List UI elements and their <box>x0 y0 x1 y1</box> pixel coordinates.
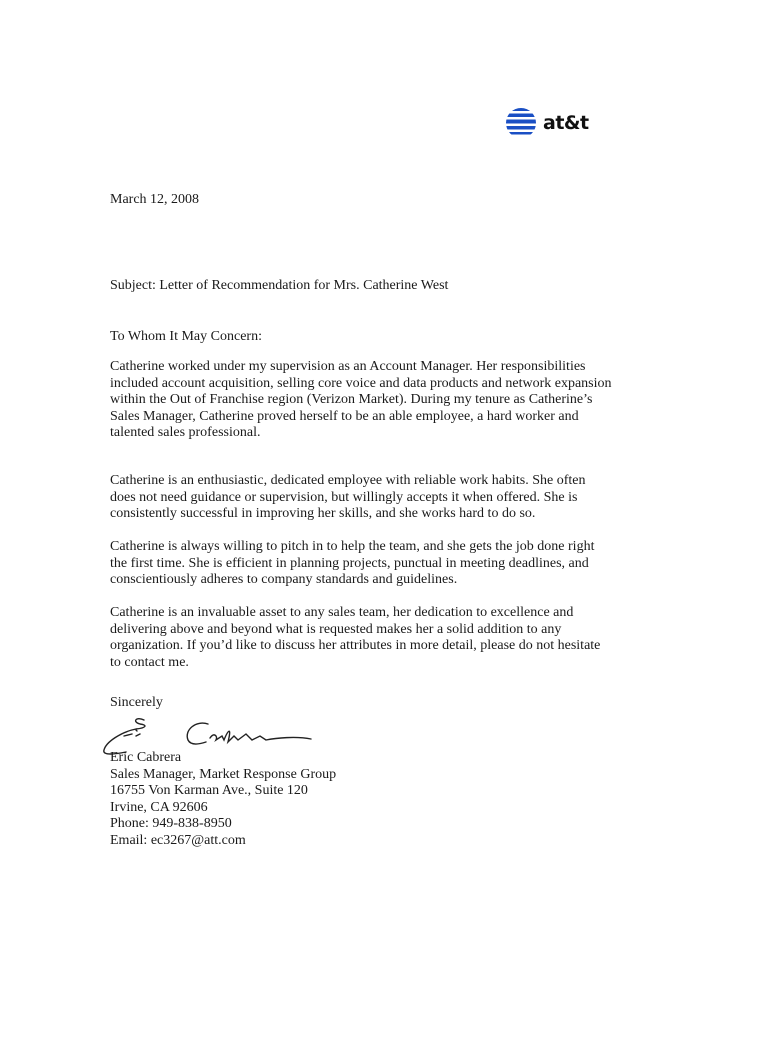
text-line: the first time. She is efficient in planning projects, punctual in meeting deadlines, and <box>110 555 589 571</box>
signer-address-line-1: 16755 Von Karman Ave., Suite 120 <box>110 783 308 798</box>
paragraph-4 <box>110 605 600 671</box>
salutation: To Whom It May Concern: <box>110 329 262 344</box>
att-logo-text: at&t <box>543 112 589 134</box>
text-line: included account acquisition, selling core voice and data products and network expansion <box>110 375 612 391</box>
closing: Sincerely <box>110 695 163 710</box>
text-line: consistently successful in improving her skills, and she works hard to do so. <box>110 506 536 521</box>
att-globe-icon <box>505 107 537 139</box>
att-logo <box>505 107 589 139</box>
text-line: delivering above and beyond what is requested makes her a solid addition to any <box>110 621 562 637</box>
paragraph-2 <box>110 473 585 523</box>
text-line: to contact me. <box>110 654 189 670</box>
signer-name: Eric Cabrera <box>110 750 182 765</box>
text-line: organization. If you’d like to discuss her attributes in more detail, please do not hesitate <box>110 638 601 653</box>
text-line: Catherine is always willing to pitch in to help the team, and she gets the job done right <box>110 539 595 554</box>
signer-email: Email: ec3267@att.com <box>110 832 246 848</box>
text-line: talented sales professional. <box>110 425 261 440</box>
paragraph-3 <box>110 539 594 589</box>
text-line: Catherine is an invaluable asset to any sales team, her dedication to excellence and <box>110 605 574 620</box>
text-line: Catherine worked under my supervision as an Account Manager. Her responsibilities <box>110 359 586 374</box>
text-line: Sales Manager, Catherine proved herself to be an able employee, a hard worker and <box>110 408 579 424</box>
letter-subject: Subject: Letter of Recommendation for Mrs. Catherine West <box>110 278 449 293</box>
signer-title: Sales Manager, Market Response Group <box>110 766 337 782</box>
signer-address-line-2: Irvine, CA 92606 <box>110 799 208 815</box>
text-line: Catherine is an enthusiastic, dedicated employee with reliable work habits. She often <box>110 473 586 488</box>
text-line: does not need guidance or supervision, but willingly accepts it when offered. She is <box>110 489 578 505</box>
paragraph-1 <box>110 359 612 442</box>
signature-block <box>110 750 336 849</box>
letter-date: March 12, 2008 <box>110 192 200 207</box>
text-line: within the Out of Franchise region (Verizon Market). During my tenure as Catherine’s <box>110 392 593 407</box>
signer-phone: Phone: 949-838-8950 <box>110 816 232 831</box>
text-line: conscientiously adheres to company standards and guidelines. <box>110 572 458 587</box>
